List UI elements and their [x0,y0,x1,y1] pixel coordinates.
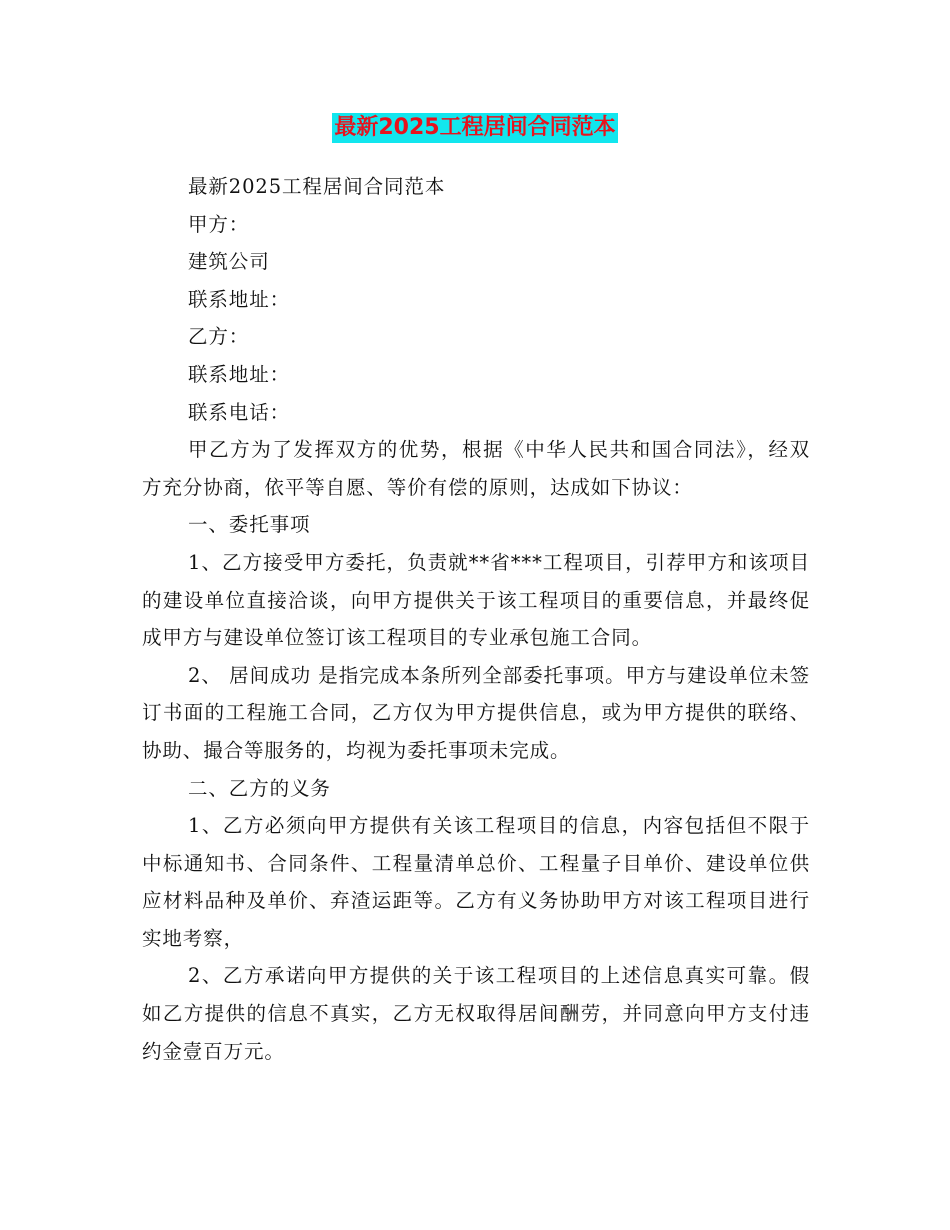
document-title: 最新2025工程居间合同范本 [332,113,617,143]
section-1-item-1: 1、乙方接受甲方委托，负责就**省***工程项目，引荐甲方和该项目的建设单位直接洽谈，向甲方提供关于该工程项目的重要信息，并最终促成甲方与建设单位签订该工程项目的专业承包施工合同。 [142,550,810,650]
section-1-item-2: 2、 居间成功 是指完成本条所列全部委托事项。甲方与建设单位未签订书面的工程施工合同，乙方仅为甲方提供信息，或为甲方提供的联络、协助、撮合等服务的，均视为委托事项未完成。 [142,663,810,762]
section-2-heading: 二、乙方的义务 [188,776,331,800]
section-2-item-2: 2、乙方承诺向甲方提供的关于该工程项目的上述信息真实可靠。假如乙方提供的信息不真实，乙方无权取得居间酬劳，并同意向甲方支付违约金壹百万元。 [142,964,810,1063]
party-a-name: 建筑公司 [188,250,270,274]
section-1-heading: 一、委托事项 [188,513,311,537]
party-b-address: 联系地址： [188,362,291,386]
document-body [142,168,810,1070]
preamble-paragraph: 甲乙方为了发挥双方的优势，根据《中华人民共和国合同法》，经双方充分协商，依平等自愿、等价有偿的原则，达成如下协议： [142,438,810,499]
party-a-address: 联系地址： [188,287,291,311]
party-b-label: 乙方： [188,325,250,349]
party-b-phone: 联系电话： [188,400,291,424]
section-2-item-1: 1、乙方必须向甲方提供有关该工程项目的信息，内容包括但不限于中标通知书、合同条件、工程量清单总价、工程量子目单价、建设单位供应材料品种及单价、弃渣运距等。乙方有义务协助甲方对该工程项目进行实地考察， [142,814,810,950]
title-wrapper [0,113,950,143]
party-a-label: 甲方： [188,212,250,236]
header-line-title: 最新2025工程居间合同范本 [188,175,446,198]
